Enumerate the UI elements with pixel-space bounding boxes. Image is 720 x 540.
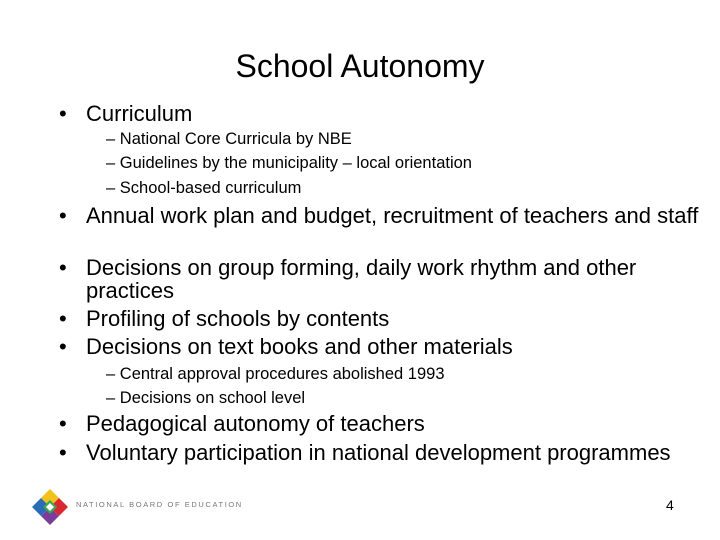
- bullet-item-pedagogical: [59, 412, 699, 435]
- sub-item: [106, 127, 666, 151]
- bullet-text: Profiling of schools by contents: [86, 306, 390, 331]
- sub-item-text: National Core Curricula by NBE: [119, 130, 352, 148]
- sub-item: [106, 151, 666, 175]
- bullet-text: Annual work plan and budget, recruitment of teachers and staff: [86, 203, 699, 228]
- board-logo-icon: [30, 487, 70, 527]
- bullet-text: Voluntary participation in national development programmes: [86, 440, 671, 465]
- dash-glyph: –: [106, 154, 116, 172]
- bullet-text: Pedagogical autonomy of teachers: [86, 411, 425, 436]
- sub-item-text: Guidelines by the municipality – local orientation: [119, 154, 472, 172]
- bullet-glyph: •: [59, 101, 67, 126]
- bullet-glyph: •: [59, 306, 67, 331]
- dash-glyph: –: [106, 365, 116, 383]
- bullet-glyph: •: [59, 411, 67, 436]
- dash-glyph: –: [106, 389, 116, 407]
- bullet-item-group-forming: [59, 256, 699, 302]
- bullet-item-text-books: [59, 335, 699, 358]
- bullet-text: Decisions on text books and other materials: [86, 334, 513, 359]
- sub-item-text: School-based curriculum: [119, 179, 302, 197]
- bullet-item-voluntary: [59, 441, 699, 464]
- sub-item: [106, 386, 666, 410]
- bullet-glyph: •: [59, 440, 67, 465]
- bullet-item-profiling: [59, 307, 699, 330]
- bullet-item-curriculum: [59, 102, 699, 125]
- dash-glyph: –: [106, 130, 116, 148]
- page-number: 4: [666, 497, 674, 513]
- bullet-text: Curriculum: [86, 101, 193, 126]
- bullet-text: Decisions on group forming, daily work rhythm and other practices: [86, 255, 637, 303]
- dash-glyph: –: [106, 179, 116, 197]
- slide-title: School Autonomy: [235, 48, 485, 84]
- sub-item-text: Central approval procedures abolished 1993: [119, 365, 445, 383]
- sub-item-text: Decisions on school level: [119, 389, 306, 407]
- sub-item: [106, 176, 666, 200]
- bullet-glyph: •: [59, 203, 67, 228]
- logo-wordmark: NATIONAL BOARD OF EDUCATION: [76, 500, 243, 509]
- bullet-item-work-plan: [59, 204, 699, 227]
- bullet-glyph: •: [59, 255, 67, 280]
- sub-item: [106, 362, 666, 386]
- bullet-glyph: •: [59, 334, 67, 359]
